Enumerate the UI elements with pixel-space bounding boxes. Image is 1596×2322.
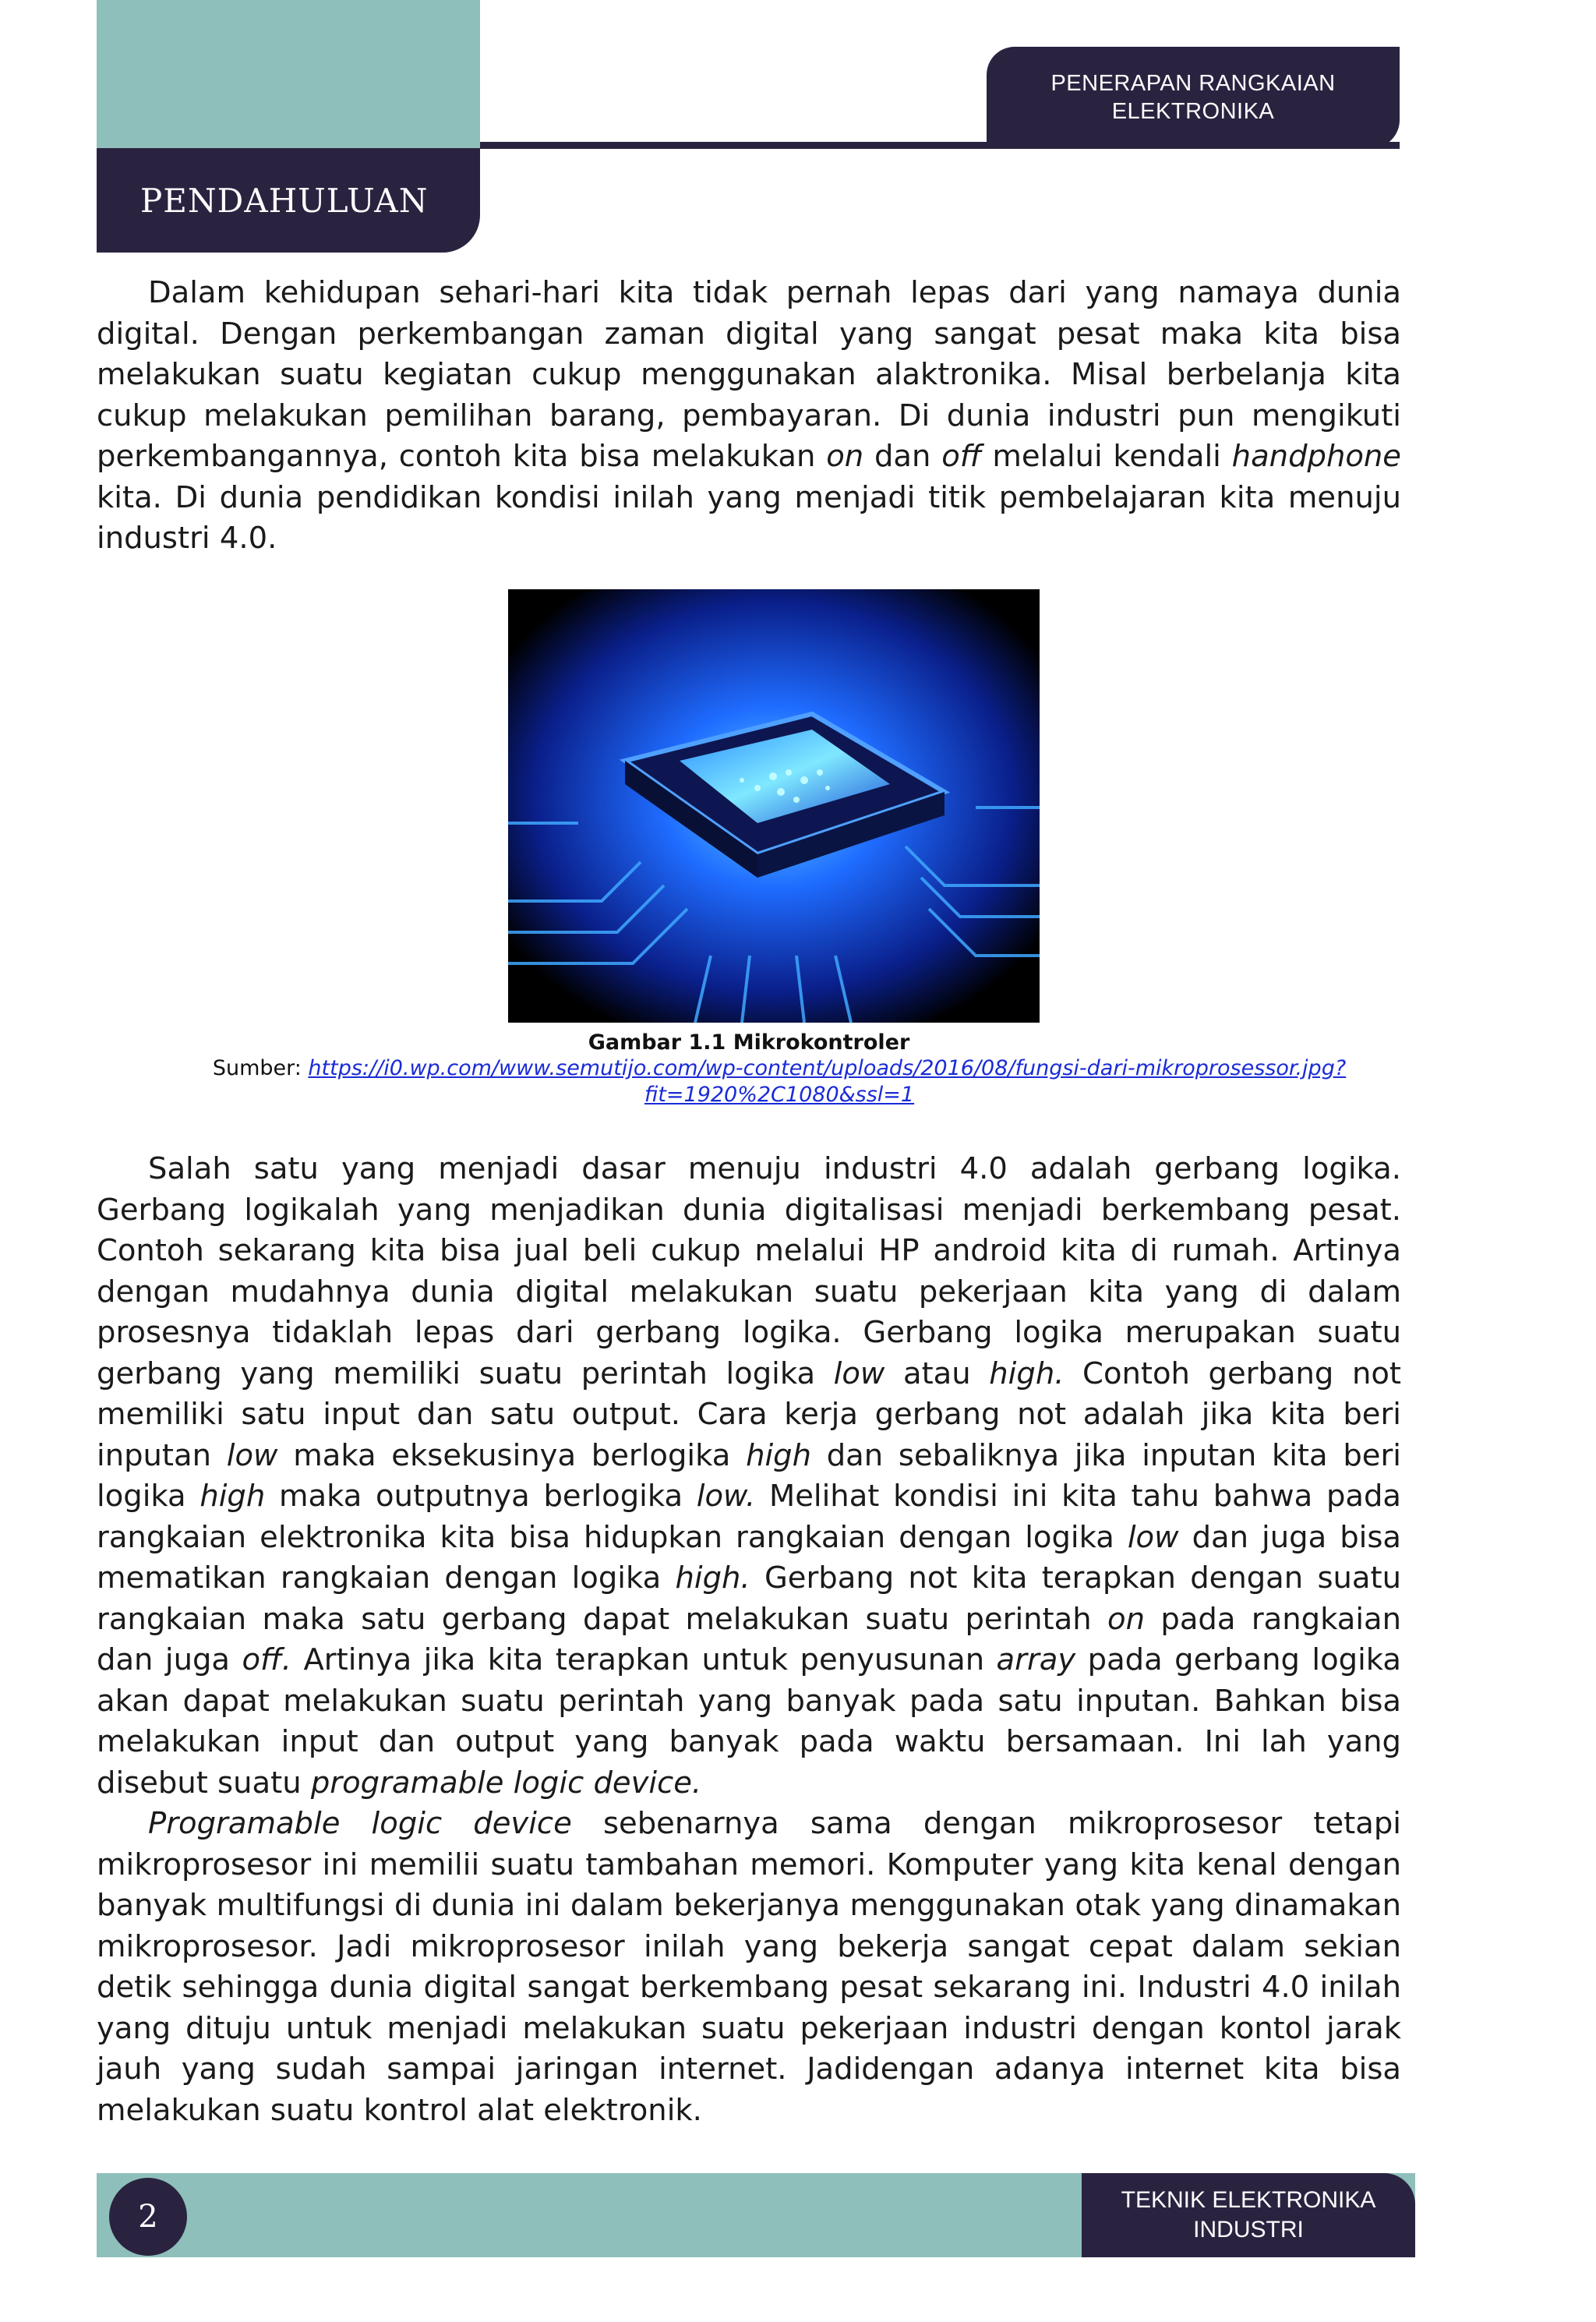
em-on: on <box>826 439 864 474</box>
section-title: PENDAHULUAN <box>140 181 429 220</box>
figure-source <box>210 1055 1348 1108</box>
module-title-badge <box>987 47 1400 148</box>
em-handphone: handphone <box>1231 439 1401 474</box>
microcontroller-image <box>508 589 1040 1023</box>
page-number: 2 <box>109 2178 187 2256</box>
main-paragraphs <box>97 1149 1401 2131</box>
source-label: Sumber: <box>212 1056 309 1080</box>
source-link[interactable]: https://i0.wp.com/www.semutijo.com/wp-content/uploads/2016/08/fungsi-dari-mikroprosessor.jpg?fit=1920%2C1080&ssl=1 <box>308 1056 1347 1107</box>
header-teal-block <box>97 0 480 148</box>
module-title: PENERAPAN RANGKAIAN ELEKTRONIKA <box>1050 71 1336 124</box>
figure-caption: Gambar 1.1 Mikrokontroler <box>588 1030 910 1055</box>
paragraph-logic-gate: Salah satu yang menjadi dasar menuju industri 4.0 adalah gerbang logika. Gerbang logikalah yang menjadikan dunia digitalisasi menjadi berkembang pesat. Contoh sekarang kita bisa jual beli cukup melalui HP android kita di rumah. Artinya dengan mudahnya dunia digital melakukan suatu pekerjaan kita yang di dalam prosesnya tidaklah lepas dari gerbang logika. Gerbang logika merupakan suatu gerbang yang memiliki suatu perintah logika low atau high. Contoh gerbang not memiliki satu input dan satu output. Cara kerja gerbang not adalah jika kita beri inputan low maka eksekusinya berlogika high dan sebaliknya jika inputan kita beri logika high maka outputnya berlogika low. Melihat kondisi ini kita tahu bahwa pada rangkaian elektronika kita bisa hidupkan rangkaian dengan logika low dan juga bisa mematikan rangkaian dengan logika high. Gerbang not kita terapkan dengan suatu rangkaian maka satu gerbang dapat melakukan suatu perintah on pada rangkaian dan juga off. Artinya jika kita terapkan untuk penyusunan array pada gerbang logika akan dapat melakukan suatu perintah yang banyak pada satu inputan. Bahkan bisa melakukan input dan output yang banyak pada waktu bersamaan. Ini lah yang disebut suatu programable logic device. <box>97 1151 1402 1801</box>
em-off: off <box>941 439 982 474</box>
section-label <box>97 148 480 253</box>
department-label: TEKNIK ELEKTRONIKA INDUSTRI <box>1121 2187 1376 2242</box>
chip-illustration-icon <box>508 589 1040 1023</box>
department-badge <box>1082 2173 1415 2257</box>
paragraph-pld: Programable logic device sebenarnya sama dengan mikroprosesor tetapi mikroprosesor ini memilii suatu tambahan memori. Komputer yang kita kenal dengan banyak multifungsi di dunia ini dalam bekerjanya menggunakan otak yang dinamakan mikroprosesor. Jadi mikroprosesor inilah yang bekerja sangat cepat dalam sekian detik sehingga dunia digital sangat berkembang pesat sekarang ini. Industri 4.0 inilah yang dituju untuk menjadi melakukan suatu pekerjaan industri dengan kontol jarak jauh yang sudah sampai jaringan internet. Jadidengan adanya internet kita bisa melakukan suatu kontrol alat elektronik. <box>97 1806 1401 2128</box>
intro-paragraph: Dalam kehidupan sehari-hari kita tidak pernah lepas dari yang namaya dunia digital. Dengan perkembangan zaman digital yang sangat pesat maka kita bisa melakukan suatu kegiatan cukup menggunakan alaktronika. Misal berbelanja kita cukup melakukan pemilihan barang, pembayaran. Di dunia industri pun mengikuti perkembangannya, contoh kita bisa melakukan on dan off melalui kendali handphone kita. Di dunia pendidikan kondisi inilah yang menjadi titik pembelajaran kita menuju industri 4.0. <box>97 275 1401 556</box>
